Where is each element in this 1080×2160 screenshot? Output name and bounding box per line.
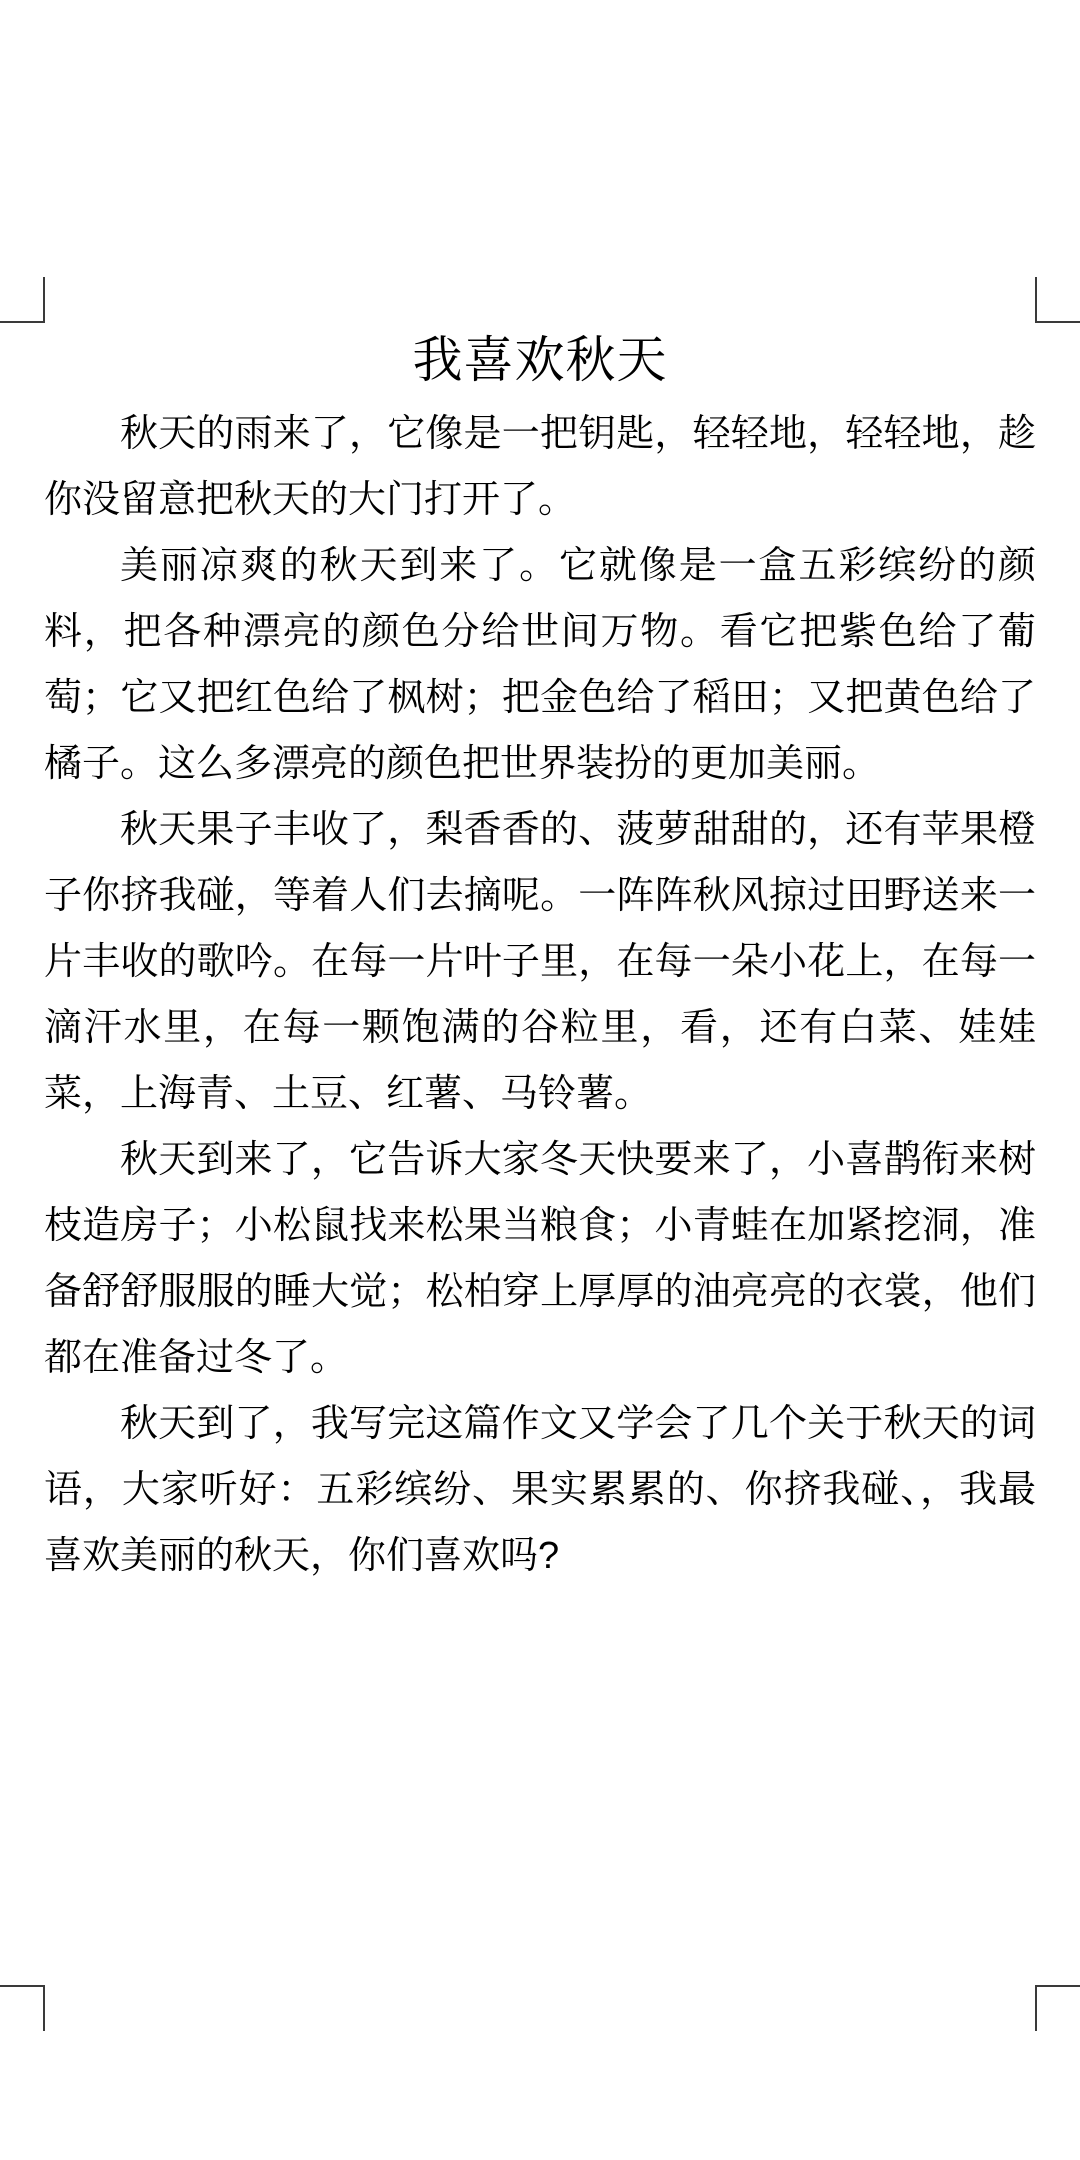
- essay-body: [44, 401, 1036, 1589]
- crop-mark-line: [43, 277, 45, 323]
- paragraph: 秋天到来了，它告诉大家冬天快要来了，小喜鹊衔来树枝造房子；小松鼠找来松果当粮食；小青蛙在加紧挖洞，准备舒舒服服的睡大觉；松柏穿上厚厚的油亮亮的衣裳，他们都在准备过冬了。: [44, 1139, 1036, 1379]
- crop-mark-line: [1035, 277, 1037, 323]
- crop-mark-line: [43, 1985, 45, 2031]
- paragraph: 美丽凉爽的秋天到来了。它就像是一盒五彩缤纷的颜料，把各种漂亮的颜色分给世间万物。看它把紫色给了葡萄；它又把红色给了枫树；把金色给了稻田；又把黄色给了橘子。这么多漂亮的颜色把世界装扮的更加美丽。: [44, 545, 1036, 785]
- paragraph: 秋天到了，我写完这篇作文又学会了几个关于秋天的词语，大家听好：五彩缤纷、果实累累的、你挤我碰、，我最喜欢美丽的秋天，你们喜欢吗?: [44, 1403, 1036, 1577]
- crop-mark-line: [1035, 321, 1080, 323]
- crop-mark-line: [0, 1985, 45, 1987]
- essay-title: 我喜欢秋天: [412, 332, 668, 388]
- paragraph: 秋天的雨来了，它像是一把钥匙，轻轻地，轻轻地，趁你没留意把秋天的大门打开了。: [44, 413, 1036, 521]
- paragraph: 秋天果子丰收了，梨香香的、菠萝甜甜的，还有苹果橙子你挤我碰，等着人们去摘呢。一阵阵秋风掠过田野送来一片丰收的歌吟。在每一片叶子里，在每一朵小花上，在每一滴汗水里，在每一颗饱满的谷粒里，看，还有白菜、娃娃菜，上海青、土豆、红薯、马铃薯。: [44, 809, 1036, 1115]
- crop-mark-line: [0, 321, 45, 323]
- crop-mark-line: [1035, 1985, 1037, 2031]
- crop-mark-line: [1035, 1985, 1080, 1987]
- essay-content: [44, 327, 1036, 1589]
